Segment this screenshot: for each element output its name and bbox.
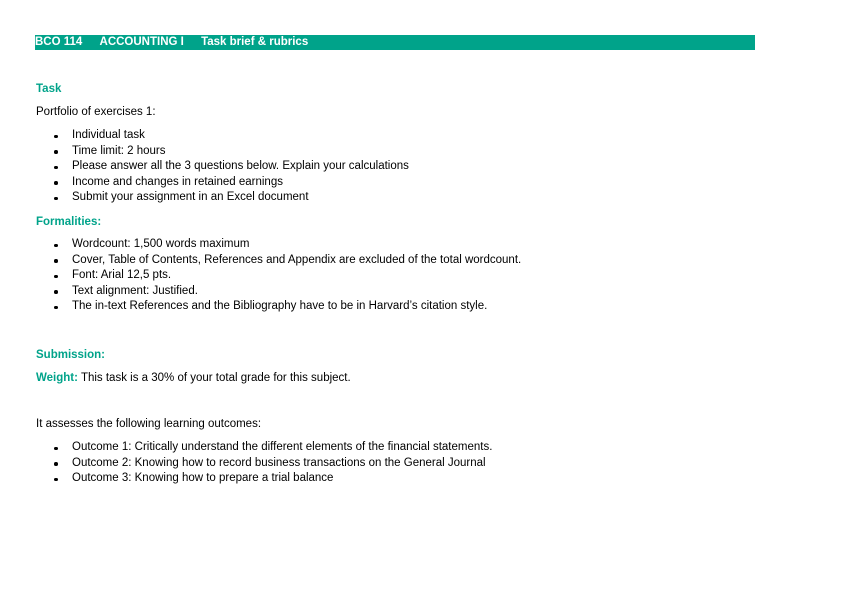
task-list <box>0 128 409 206</box>
list-item: Please answer all the 3 questions below. Explain your calculations <box>0 159 409 175</box>
list-item: The in-text References and the Bibliography have to be in Harvard’s citation style. <box>0 299 521 315</box>
list-item: Outcome 3: Knowing how to prepare a trial balance <box>0 471 492 487</box>
list-item: Outcome 1: Critically understand the different elements of the financial statements. <box>0 440 492 456</box>
formalities-list <box>0 237 521 315</box>
course-code: BCO 114 <box>35 36 83 48</box>
outcomes-intro: It assesses the following learning outcomes: <box>36 418 262 430</box>
list-item: Text alignment: Justified. <box>0 284 521 300</box>
formalities-heading: Formalities: <box>36 216 102 228</box>
list-item: Submit your assignment in an Excel document <box>0 190 409 206</box>
course-name: ACCOUNTING I <box>99 36 184 48</box>
document-subtitle: Task brief & rubrics <box>201 36 309 48</box>
task-heading: Task <box>36 83 62 95</box>
submission-heading: Submission: <box>36 349 106 361</box>
weight-text: This task is a 30% of your total grade for this subject. <box>77 372 351 384</box>
list-item: Time limit: 2 hours <box>0 144 409 160</box>
list-item: Income and changes in retained earnings <box>0 175 409 191</box>
weight-line <box>36 372 351 384</box>
list-item: Cover, Table of Contents, References and Appendix are excluded of the total wordcount. <box>0 253 521 269</box>
list-item: Wordcount: 1,500 words maximum <box>0 237 521 253</box>
header-band <box>35 35 755 50</box>
list-item: Font: Arial 12,5 pts. <box>0 268 521 284</box>
task-intro: Portfolio of exercises 1: <box>36 106 156 118</box>
weight-label: Weight: <box>36 372 78 384</box>
outcomes-list <box>0 440 492 487</box>
list-item: Individual task <box>0 128 409 144</box>
list-item: Outcome 2: Knowing how to record business transactions on the General Journal <box>0 456 492 472</box>
